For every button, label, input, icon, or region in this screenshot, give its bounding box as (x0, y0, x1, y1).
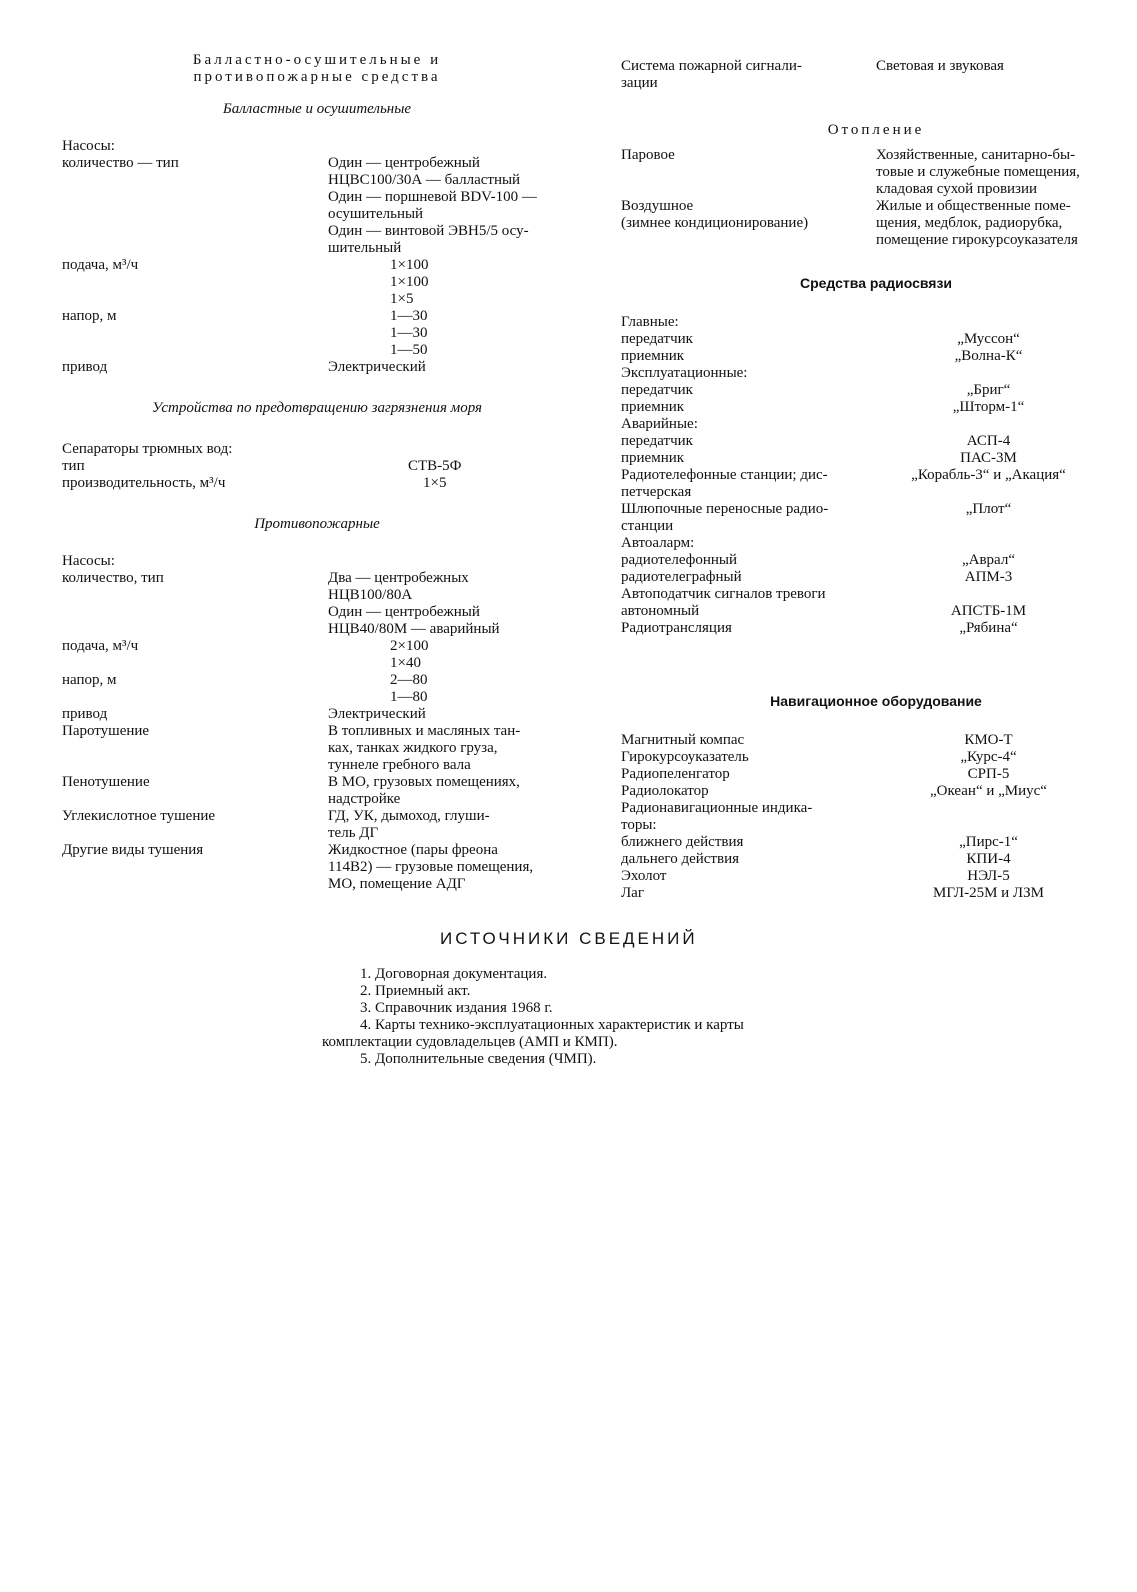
co2-label: Углекислотное тушение (62, 808, 216, 824)
steam-value: В топливных и масляных тан- (328, 723, 521, 739)
radio-row-label: приемник (621, 450, 685, 466)
radio-row-value: „Плот“ (965, 501, 1012, 517)
radio-title: Средства радиосвязи (799, 275, 953, 291)
air-heating-values (876, 198, 1113, 249)
fire-alarm-value: Световая и звуковая (876, 58, 1004, 74)
radio-row (621, 535, 1131, 552)
nav-row (621, 783, 1131, 800)
sep-type-value: СТВ-5Ф (408, 458, 462, 474)
head-row (62, 308, 572, 359)
fire-flow-values (328, 638, 568, 672)
flow-label: подача, м³/ч (62, 257, 139, 273)
source-item: 5. Дополнительные сведения (ЧМП). (360, 1051, 597, 1067)
sep-capacity-value: 1×5 (423, 475, 447, 491)
sources-title: ИСТОЧНИКИ СВЕДЕНИЙ (440, 929, 698, 948)
radio-row (621, 314, 1131, 331)
radio-row (621, 501, 1131, 518)
foam-value: надстройке (328, 791, 401, 807)
radio-row-label: Автоаларм: (621, 535, 695, 551)
nav-row-label: Магнитный компас (621, 732, 745, 748)
navigation-title: Навигационное оборудование (770, 693, 982, 709)
nav-row-label: Гирокурсоуказатель (621, 749, 749, 765)
radio-row-label: радиотелеграфный (621, 569, 742, 585)
radio-row-label: Шлюпочные переносные радио- (621, 501, 829, 517)
radio-row (621, 399, 1131, 416)
nav-row-label: Радиопеленгатор (621, 766, 730, 782)
qty-type-value: Один — поршневой BDV-100 — (328, 189, 537, 205)
nav-row-value: КПИ-4 (966, 851, 1011, 867)
fire-drive-label: привод (62, 706, 108, 722)
nav-row-value (866, 817, 1111, 834)
air-heating-label-line: Воздушное (621, 198, 694, 214)
nav-row (621, 749, 1131, 766)
fire-drive-row (62, 706, 572, 723)
nav-row-value: МГЛ-25М и ЛЗМ (933, 885, 1044, 901)
steam-label: Паротушение (62, 723, 150, 739)
radio-row (621, 586, 1131, 603)
radio-row-label: Автоподатчик сигналов тревоги (621, 586, 826, 602)
source-item: 1. Договорная документация. (360, 966, 548, 982)
left-column (62, 52, 572, 893)
radio-row (621, 603, 1131, 620)
section-title-line-2: противопожарные средства (193, 69, 441, 85)
source-item: 3. Справочник издания 1968 г. (360, 1000, 553, 1016)
pumps-label: Насосы: (62, 138, 115, 154)
radio-row-value (866, 518, 1111, 535)
nav-row-value (866, 800, 1111, 817)
nav-row-value: СРП-5 (967, 766, 1010, 782)
steam-heating-value: кладовая сухой провизии (876, 181, 1038, 197)
sep-capacity-row (62, 475, 572, 492)
radio-row-value: АСП-4 (966, 433, 1011, 449)
nav-row-value: НЭЛ-5 (967, 868, 1010, 884)
sep-type-label: тип (62, 458, 85, 474)
fire-head-values (328, 672, 568, 706)
radio-row (621, 620, 1131, 637)
other-value: 114В2) — грузовые помещения, (328, 859, 534, 875)
nav-row-label: ближнего действия (621, 834, 744, 850)
nav-row-value: „Пирс-1“ (959, 834, 1018, 850)
sep-capacity-label: производительность, м³/ч (62, 475, 226, 491)
nav-row-label: Радиолокатор (621, 783, 709, 799)
air-heating-value: Жилые и общественные поме- (876, 198, 1071, 214)
fire-alarm-label-line: зации (621, 75, 658, 91)
radio-row (621, 331, 1131, 348)
air-heating-label-line: (зимнее кондиционирование) (621, 215, 809, 231)
co2-row (62, 808, 572, 842)
radio-row-value (866, 484, 1111, 501)
steam-heating-value: товые и служебные помещения, (876, 164, 1080, 180)
fire-flow-row (62, 638, 572, 672)
radio-row (621, 365, 1131, 382)
air-heating-row (621, 198, 1131, 249)
head-value: 1—30 (390, 325, 428, 341)
fire-alarm-row (621, 58, 1131, 92)
other-values (328, 842, 568, 893)
other-value: Жидкостное (пары фреона (328, 842, 498, 858)
steam-value: ках, танках жидкого груза, (328, 740, 498, 756)
radio-row-label: станции (621, 518, 674, 534)
radio-row-label: приемник (621, 348, 685, 364)
drive-row (62, 359, 572, 376)
fire-pumps-label: Насосы: (62, 553, 115, 569)
fire-head-value: 2—80 (390, 672, 428, 688)
navigation-table (621, 732, 1131, 902)
steam-heating-label: Паровое (621, 147, 675, 163)
nav-row (621, 817, 1131, 834)
radio-row-value: „Волна-К“ (954, 348, 1023, 364)
nav-row-label: Радионавигационные индика- (621, 800, 813, 816)
radio-row-label: петчерская (621, 484, 692, 500)
nav-row-value: КМО-Т (964, 732, 1013, 748)
fire-flow-label: подача, м³/ч (62, 638, 139, 654)
steam-value: туннеле гребного вала (328, 757, 471, 773)
radio-row-value (866, 535, 1111, 552)
radio-row (621, 348, 1131, 365)
head-label: напор, м (62, 308, 117, 324)
fire-qty-values (328, 570, 568, 638)
source-item: 4. Карты технико-эксплуатационных характеристик и карты (360, 1017, 744, 1033)
qty-type-value: осушительный (328, 206, 424, 222)
qty-type-value: шительный (328, 240, 402, 256)
foam-values (328, 774, 568, 808)
source-item-continuation: комплектации судовладельцев (АМП и КМП). (322, 1034, 618, 1050)
radio-row-value: „Шторм-1“ (952, 399, 1025, 415)
other-label: Другие виды тушения (62, 842, 204, 858)
nav-row-value: „Курс-4“ (960, 749, 1017, 765)
fire-qty-value: Один — центробежный (328, 604, 480, 620)
radio-row-value: „Муссон“ (957, 331, 1020, 347)
foam-value: В МО, грузовых помещениях, (328, 774, 520, 790)
radio-row-value: „Рябина“ (959, 620, 1018, 636)
section-title-line-1: Балластно-осушительные и (192, 52, 442, 68)
fire-head-label: напор, м (62, 672, 117, 688)
foam-row (62, 774, 572, 808)
fire-qty-label: количество, тип (62, 570, 164, 586)
radio-row (621, 467, 1131, 484)
radio-row (621, 416, 1131, 433)
steam-heating-value: Хозяйственные, санитарно-бы- (876, 147, 1076, 163)
nav-row-label: торы: (621, 817, 657, 833)
radio-row-label: радиотелефонный (621, 552, 738, 568)
other-row (62, 842, 572, 893)
fire-flow-value: 1×40 (390, 655, 421, 671)
radio-row-label: передатчик (621, 331, 693, 347)
qty-type-value: Один — винтовой ЭВН5/5 осу- (328, 223, 529, 239)
radio-table (621, 314, 1131, 637)
radio-row-value: АПМ-3 (964, 569, 1013, 585)
radio-row-value (866, 586, 1111, 603)
fire-qty-value: НЦВ40/80М — аварийный (328, 621, 500, 637)
radio-row (621, 382, 1131, 399)
flow-value: 1×100 (390, 257, 429, 273)
source-item: 2. Приемный акт. (360, 983, 471, 999)
head-value: 1—50 (390, 342, 428, 358)
nav-row (621, 868, 1131, 885)
radio-row (621, 450, 1131, 467)
flow-row (62, 257, 572, 308)
steam-heating-values (876, 147, 1113, 198)
radio-row (621, 518, 1131, 535)
nav-row-value: „Океан“ и „Миус“ (930, 783, 1047, 799)
head-value: 1—30 (390, 308, 428, 324)
radio-row (621, 569, 1131, 586)
nav-row-label: дальнего действия (621, 851, 740, 867)
pollution-subheading: Устройства по предотвращению загрязнения моря (151, 400, 483, 416)
co2-values (328, 808, 568, 842)
nav-row (621, 834, 1131, 851)
nav-row (621, 851, 1131, 868)
drive-label: привод (62, 359, 108, 375)
radio-row-value: „Корабль-3“ и „Акация“ (911, 467, 1066, 483)
radio-row-label: автономный (621, 603, 700, 619)
nav-row (621, 885, 1131, 902)
flow-values (328, 257, 568, 308)
radio-row (621, 433, 1131, 450)
qty-type-label: количество — тип (62, 155, 179, 171)
air-heating-label (621, 198, 876, 249)
heating-title: Отопление (827, 122, 925, 138)
radio-row-value (866, 314, 1111, 331)
steam-values (328, 723, 568, 774)
steam-heating-row (621, 147, 1131, 198)
air-heating-value: щения, медблок, радиорубка, (876, 215, 1063, 231)
nav-row (621, 800, 1131, 817)
fire-qty-value: Два — центробежных (328, 570, 469, 586)
separators-label: Сепараторы трюмных вод: (62, 441, 233, 457)
radio-row (621, 484, 1131, 501)
fire-drive-value: Электрический (328, 706, 426, 722)
qty-type-row (62, 155, 572, 257)
fire-alarm-label-line: Система пожарной сигнали- (621, 58, 802, 74)
nav-row (621, 766, 1131, 783)
radio-row-label: Аварийные: (621, 416, 698, 432)
ballast-subheading: Балластные и осушительные (222, 101, 412, 117)
qty-type-value: Один — центробежный (328, 155, 480, 171)
drive-value: Электрический (328, 359, 426, 375)
radio-row-value: „Бриг“ (966, 382, 1011, 398)
sep-type-row (62, 458, 572, 475)
radio-row-label: Эксплуатационные: (621, 365, 748, 381)
radio-row-label: Главные: (621, 314, 679, 330)
radio-row-value (866, 365, 1111, 382)
fire-qty-row (62, 570, 572, 638)
fire-head-value: 1—80 (390, 689, 428, 705)
right-column (621, 58, 1131, 902)
qty-type-value: НЦВС100/30А — балластный (328, 172, 521, 188)
radio-row-label: Радиотрансляция (621, 620, 732, 636)
sources-list (322, 966, 842, 1068)
radio-row-value: ПАС-3М (960, 450, 1017, 466)
radio-row-value: АПСТБ-1М (950, 603, 1027, 619)
fire-head-row (62, 672, 572, 706)
air-heating-value: помещение гирокурсоуказателя (876, 232, 1078, 248)
head-values (328, 308, 568, 359)
flow-value: 1×5 (390, 291, 414, 307)
other-value: МО, помещение АДГ (328, 876, 466, 892)
nav-row-label: Лаг (621, 885, 644, 901)
nav-row (621, 732, 1131, 749)
flow-value: 1×100 (390, 274, 429, 290)
radio-row-value: „Аврал“ (961, 552, 1015, 568)
fire-subheading: Противопожарные (254, 516, 380, 532)
fire-qty-value: НЦВ100/80А (328, 587, 413, 603)
radio-row-label: передатчик (621, 382, 693, 398)
foam-label: Пенотушение (62, 774, 150, 790)
radio-row-value (866, 416, 1111, 433)
co2-value: ГД, УК, дымоход, глуши- (328, 808, 490, 824)
qty-type-values (328, 155, 568, 257)
co2-value: тель ДГ (328, 825, 379, 841)
steam-row (62, 723, 572, 774)
fire-flow-value: 2×100 (390, 638, 429, 654)
fire-alarm-label (621, 58, 876, 92)
radio-row-label: приемник (621, 399, 685, 415)
radio-row-label: Радиотелефонные станции; дис- (621, 467, 828, 483)
radio-row-label: передатчик (621, 433, 693, 449)
radio-row (621, 552, 1131, 569)
nav-row-label: Эхолот (621, 868, 667, 884)
